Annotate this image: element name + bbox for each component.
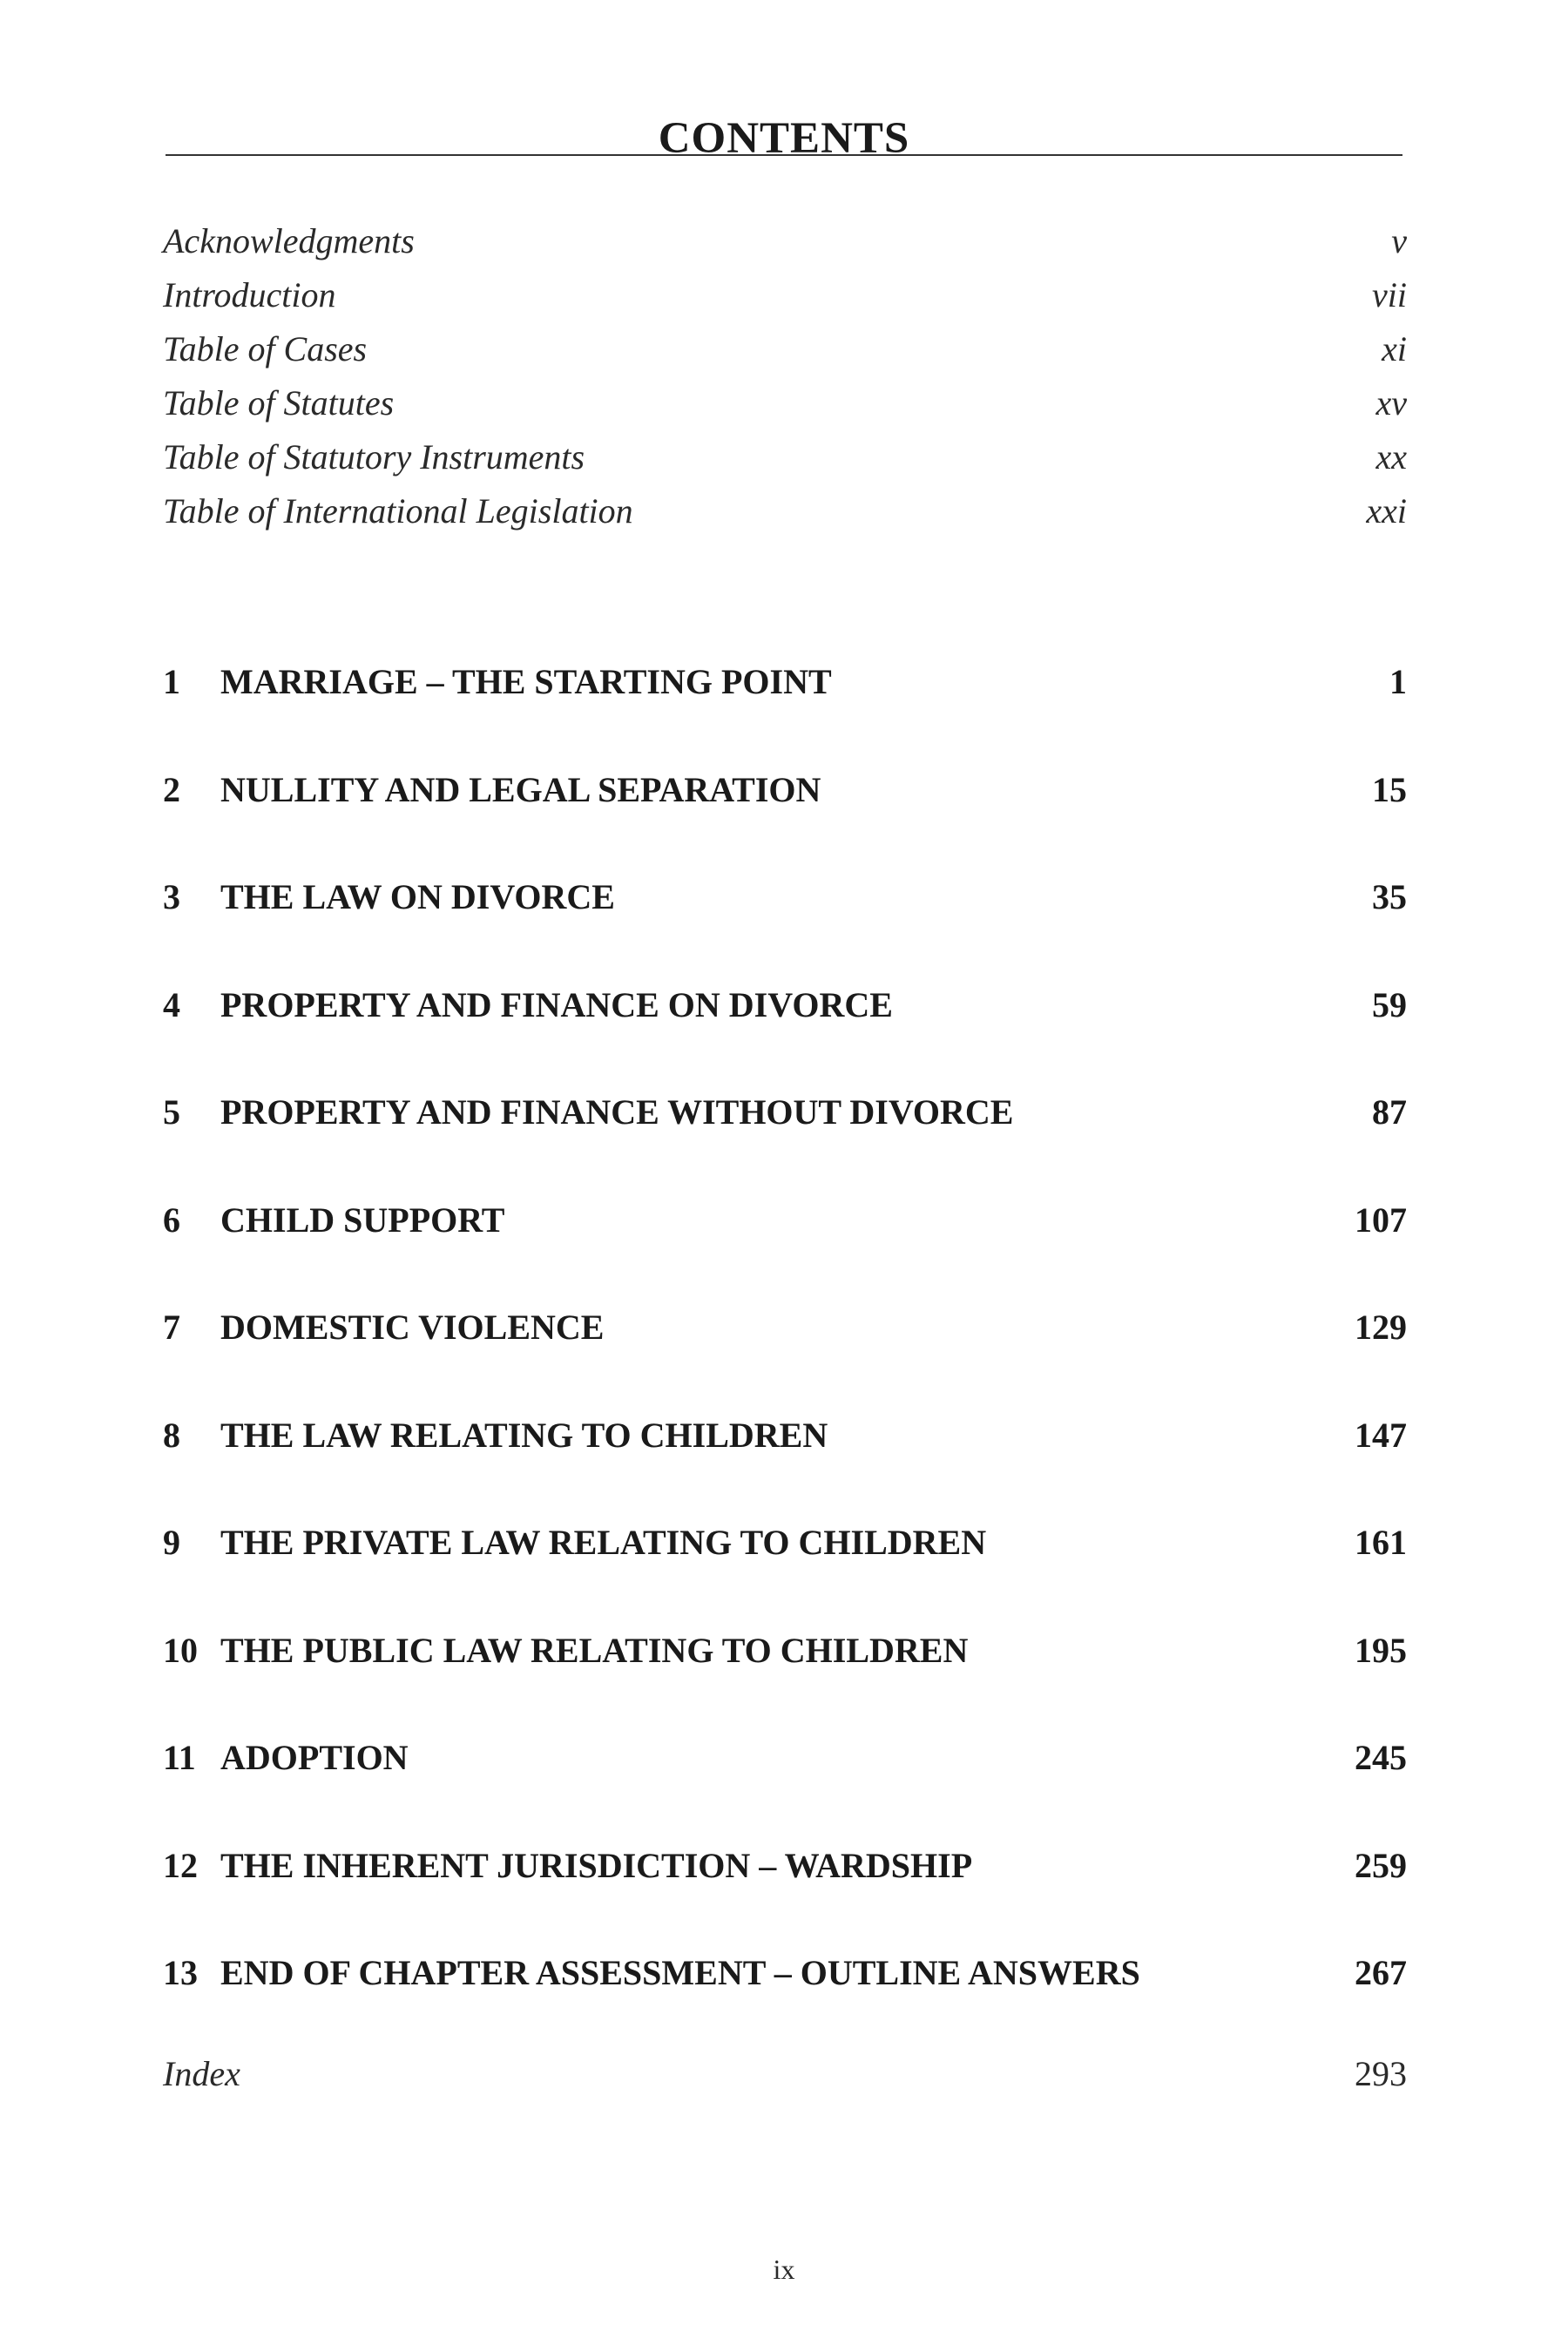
chapter-page: 87 xyxy=(1372,1092,1407,1132)
title-divider xyxy=(166,154,1402,156)
index-label: Index xyxy=(163,2054,240,2093)
prelim-page: xv xyxy=(1375,383,1407,422)
chapter-page: 129 xyxy=(1355,1308,1407,1347)
chapter-entry xyxy=(163,1404,1407,1512)
chapter-entry xyxy=(163,651,1407,759)
chapter-title: PROPERTY AND FINANCE ON DIVORCE xyxy=(220,984,893,1024)
chapter-number: 9 xyxy=(163,1523,180,1562)
prelim-entry xyxy=(163,484,1407,538)
chapter-title: ADOPTION xyxy=(220,1738,409,1777)
prelim-entry xyxy=(163,214,1407,268)
chapter-entry xyxy=(163,1511,1407,1619)
chapter-entry xyxy=(163,1835,1407,1943)
prelim-page: vii xyxy=(1372,275,1407,314)
chapter-page: 15 xyxy=(1372,769,1407,809)
page-number: ix xyxy=(773,2254,795,2285)
chapter-entry xyxy=(163,1942,1407,2050)
chapter-title: THE PRIVATE LAW RELATING TO CHILDREN xyxy=(220,1523,987,1562)
prelim-label: Acknowledgments xyxy=(163,221,415,260)
chapter-list xyxy=(163,651,1407,2050)
prelim-label: Introduction xyxy=(163,275,336,314)
chapter-title: END OF CHAPTER ASSESSMENT – OUTLINE ANSWERS xyxy=(220,1953,1140,1992)
chapter-title: NULLITY AND LEGAL SEPARATION xyxy=(220,769,821,809)
prelim-label: Table of International Legislation xyxy=(163,491,633,531)
chapter-title: THE LAW ON DIVORCE xyxy=(220,877,615,916)
chapter-number: 1 xyxy=(163,662,180,701)
chapter-entry xyxy=(163,1727,1407,1835)
chapter-page: 245 xyxy=(1355,1738,1407,1777)
page-title: CONTENTS xyxy=(658,114,910,164)
chapter-title: THE PUBLIC LAW RELATING TO CHILDREN xyxy=(220,1630,969,1670)
chapter-page: 195 xyxy=(1355,1630,1407,1670)
prelim-label: Table of Statutory Instruments xyxy=(163,437,585,476)
chapter-number: 5 xyxy=(163,1092,180,1132)
chapter-page: 267 xyxy=(1355,1953,1407,1992)
chapter-entry xyxy=(163,1619,1407,1727)
chapter-title: CHILD SUPPORT xyxy=(220,1200,505,1240)
chapter-title: MARRIAGE – THE STARTING POINT xyxy=(220,662,832,701)
chapter-number: 12 xyxy=(163,1845,198,1885)
chapter-entry xyxy=(163,866,1407,974)
chapter-entry xyxy=(163,1296,1407,1404)
chapter-page: 1 xyxy=(1389,662,1407,701)
chapter-title: DOMESTIC VIOLENCE xyxy=(220,1308,605,1347)
chapter-number: 7 xyxy=(163,1308,180,1347)
index-page: 293 xyxy=(1355,2054,1407,2093)
prelim-entry xyxy=(163,322,1407,376)
chapter-title: THE LAW RELATING TO CHILDREN xyxy=(220,1415,828,1455)
chapter-page: 35 xyxy=(1372,877,1407,916)
chapter-title: THE INHERENT JURISDICTION – WARDSHIP xyxy=(220,1845,973,1885)
chapter-page: 59 xyxy=(1372,984,1407,1024)
chapter-page: 259 xyxy=(1355,1845,1407,1885)
chapter-number: 8 xyxy=(163,1415,180,1455)
chapter-page: 161 xyxy=(1355,1523,1407,1562)
chapter-page: 147 xyxy=(1355,1415,1407,1455)
prelim-label: Table of Statutes xyxy=(163,383,395,422)
chapter-number: 6 xyxy=(163,1200,180,1240)
prelims-list xyxy=(163,214,1407,538)
chapter-entry xyxy=(163,1189,1407,1297)
prelim-entry xyxy=(163,376,1407,430)
prelim-entry xyxy=(163,430,1407,484)
chapter-number: 13 xyxy=(163,1953,198,1992)
chapter-number: 10 xyxy=(163,1630,198,1670)
chapter-entry xyxy=(163,974,1407,1082)
chapter-entry xyxy=(163,759,1407,867)
prelim-page: xxi xyxy=(1366,491,1407,531)
chapter-number: 2 xyxy=(163,769,180,809)
chapter-title: PROPERTY AND FINANCE WITHOUT DIVORCE xyxy=(220,1092,1014,1132)
prelim-label: Table of Cases xyxy=(163,329,368,368)
chapter-number: 11 xyxy=(163,1738,196,1777)
prelim-page: xx xyxy=(1375,437,1407,476)
chapter-number: 3 xyxy=(163,877,180,916)
prelim-entry xyxy=(163,268,1407,322)
prelim-page: xi xyxy=(1382,329,1407,368)
index-entry xyxy=(163,2047,1407,2101)
chapter-number: 4 xyxy=(163,984,180,1024)
prelim-page: v xyxy=(1391,221,1407,260)
chapter-page: 107 xyxy=(1355,1200,1407,1240)
chapter-entry xyxy=(163,1081,1407,1189)
